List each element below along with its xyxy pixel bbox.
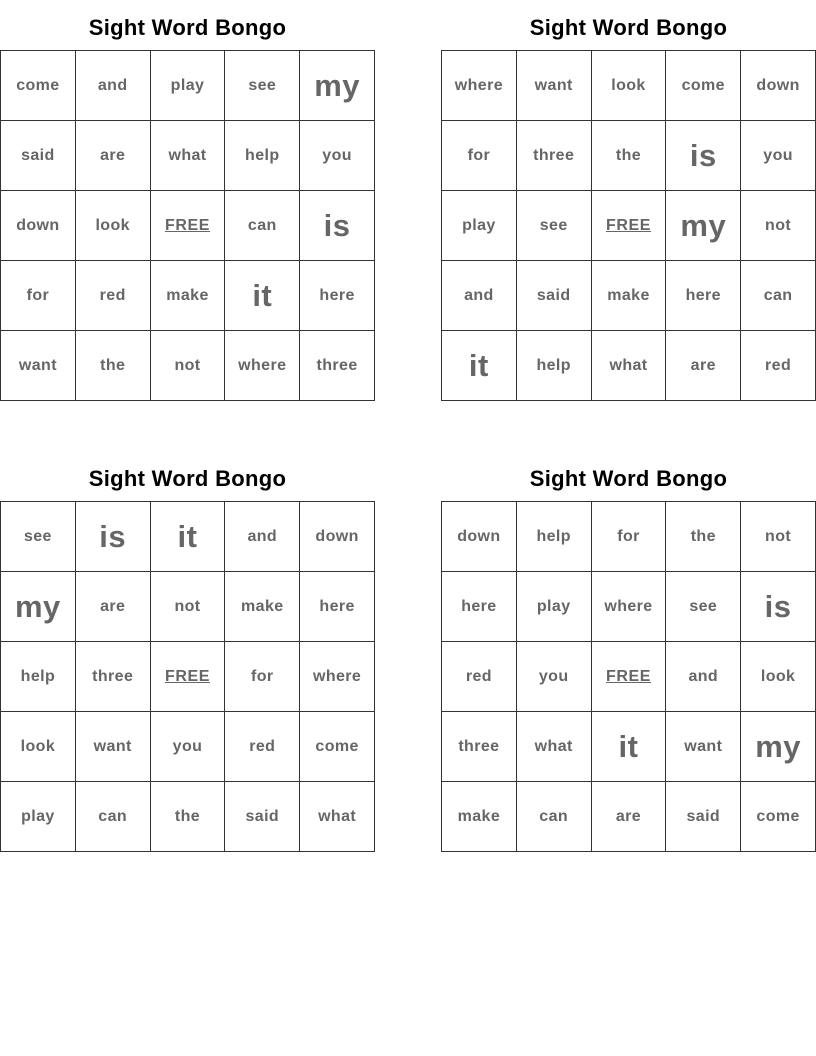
word-grid — [441, 50, 816, 401]
word-cell: here — [666, 261, 741, 331]
word-cell: see — [517, 191, 592, 261]
word-cell: is — [741, 572, 816, 642]
word-cell: help — [1, 642, 76, 712]
free-space-cell: FREE — [151, 191, 226, 261]
word-cell: three — [442, 712, 517, 782]
word-cell: can — [517, 782, 592, 852]
word-cell: it — [592, 712, 667, 782]
word-cell: you — [151, 712, 226, 782]
word-cell: where — [442, 51, 517, 121]
word-cell: see — [666, 572, 741, 642]
card-title: Sight Word Bongo — [88, 466, 287, 491]
word-cell: down — [442, 502, 517, 572]
word-cell: it — [151, 502, 226, 572]
word-cell: not — [151, 331, 226, 401]
word-cell: and — [76, 51, 151, 121]
free-space-cell: FREE — [151, 642, 226, 712]
word-cell: down — [741, 51, 816, 121]
free-space-cell: FREE — [592, 191, 667, 261]
word-cell: said — [1, 121, 76, 191]
word-cell: three — [517, 121, 592, 191]
word-cell: see — [1, 502, 76, 572]
word-cell: said — [666, 782, 741, 852]
word-cell: what — [151, 121, 226, 191]
word-cell: my — [300, 51, 375, 121]
word-cell: said — [517, 261, 592, 331]
free-space-cell: FREE — [592, 642, 667, 712]
word-cell: are — [592, 782, 667, 852]
word-cell: come — [1, 51, 76, 121]
word-cell: look — [76, 191, 151, 261]
word-cell: here — [300, 261, 375, 331]
word-cell: for — [592, 502, 667, 572]
word-cell: and — [225, 502, 300, 572]
word-cell: can — [741, 261, 816, 331]
word-cell: not — [741, 191, 816, 261]
word-cell: can — [76, 782, 151, 852]
word-cell: are — [666, 331, 741, 401]
word-grid — [0, 50, 375, 401]
word-cell: where — [300, 642, 375, 712]
word-cell: look — [741, 642, 816, 712]
word-cell: red — [76, 261, 151, 331]
word-cell: are — [76, 121, 151, 191]
word-cell: down — [1, 191, 76, 261]
word-cell: three — [76, 642, 151, 712]
word-cell: my — [741, 712, 816, 782]
word-cell: red — [741, 331, 816, 401]
word-cell: make — [225, 572, 300, 642]
word-cell: for — [225, 642, 300, 712]
word-cell: help — [225, 121, 300, 191]
word-cell: it — [225, 261, 300, 331]
word-cell: where — [592, 572, 667, 642]
word-cell: not — [151, 572, 226, 642]
word-cell: for — [1, 261, 76, 331]
word-cell: not — [741, 502, 816, 572]
word-cell: down — [300, 502, 375, 572]
word-cell: it — [442, 331, 517, 401]
word-cell: the — [76, 331, 151, 401]
word-cell: three — [300, 331, 375, 401]
word-cell: red — [442, 642, 517, 712]
word-cell: look — [1, 712, 76, 782]
word-cell: play — [151, 51, 226, 121]
word-cell: can — [225, 191, 300, 261]
word-cell: help — [517, 502, 592, 572]
word-cell: my — [1, 572, 76, 642]
word-cell: make — [442, 782, 517, 852]
card-title: Sight Word Bongo — [529, 15, 728, 40]
word-cell: is — [300, 191, 375, 261]
card-title: Sight Word Bongo — [88, 15, 287, 40]
word-cell: my — [666, 191, 741, 261]
word-cell: the — [666, 502, 741, 572]
word-cell: come — [666, 51, 741, 121]
word-cell: you — [300, 121, 375, 191]
word-cell: are — [76, 572, 151, 642]
word-cell: the — [151, 782, 226, 852]
word-cell: help — [517, 331, 592, 401]
word-cell: want — [666, 712, 741, 782]
word-cell: here — [442, 572, 517, 642]
word-grid — [0, 501, 375, 852]
word-cell: want — [76, 712, 151, 782]
word-cell: for — [442, 121, 517, 191]
word-cell: and — [666, 642, 741, 712]
word-cell: here — [300, 572, 375, 642]
word-cell: where — [225, 331, 300, 401]
word-cell: what — [517, 712, 592, 782]
word-cell: make — [151, 261, 226, 331]
word-cell: make — [592, 261, 667, 331]
word-cell: what — [592, 331, 667, 401]
word-cell: want — [517, 51, 592, 121]
word-cell: play — [1, 782, 76, 852]
word-cell: said — [225, 782, 300, 852]
word-cell: want — [1, 331, 76, 401]
word-cell: is — [666, 121, 741, 191]
word-cell: is — [76, 502, 151, 572]
word-grid — [441, 501, 816, 852]
word-cell: come — [300, 712, 375, 782]
word-cell: what — [300, 782, 375, 852]
word-cell: you — [517, 642, 592, 712]
card-title: Sight Word Bongo — [529, 466, 728, 491]
word-cell: come — [741, 782, 816, 852]
word-cell: you — [741, 121, 816, 191]
word-cell: see — [225, 51, 300, 121]
word-cell: and — [442, 261, 517, 331]
word-cell: look — [592, 51, 667, 121]
word-cell: play — [517, 572, 592, 642]
word-cell: play — [442, 191, 517, 261]
word-cell: red — [225, 712, 300, 782]
word-cell: the — [592, 121, 667, 191]
